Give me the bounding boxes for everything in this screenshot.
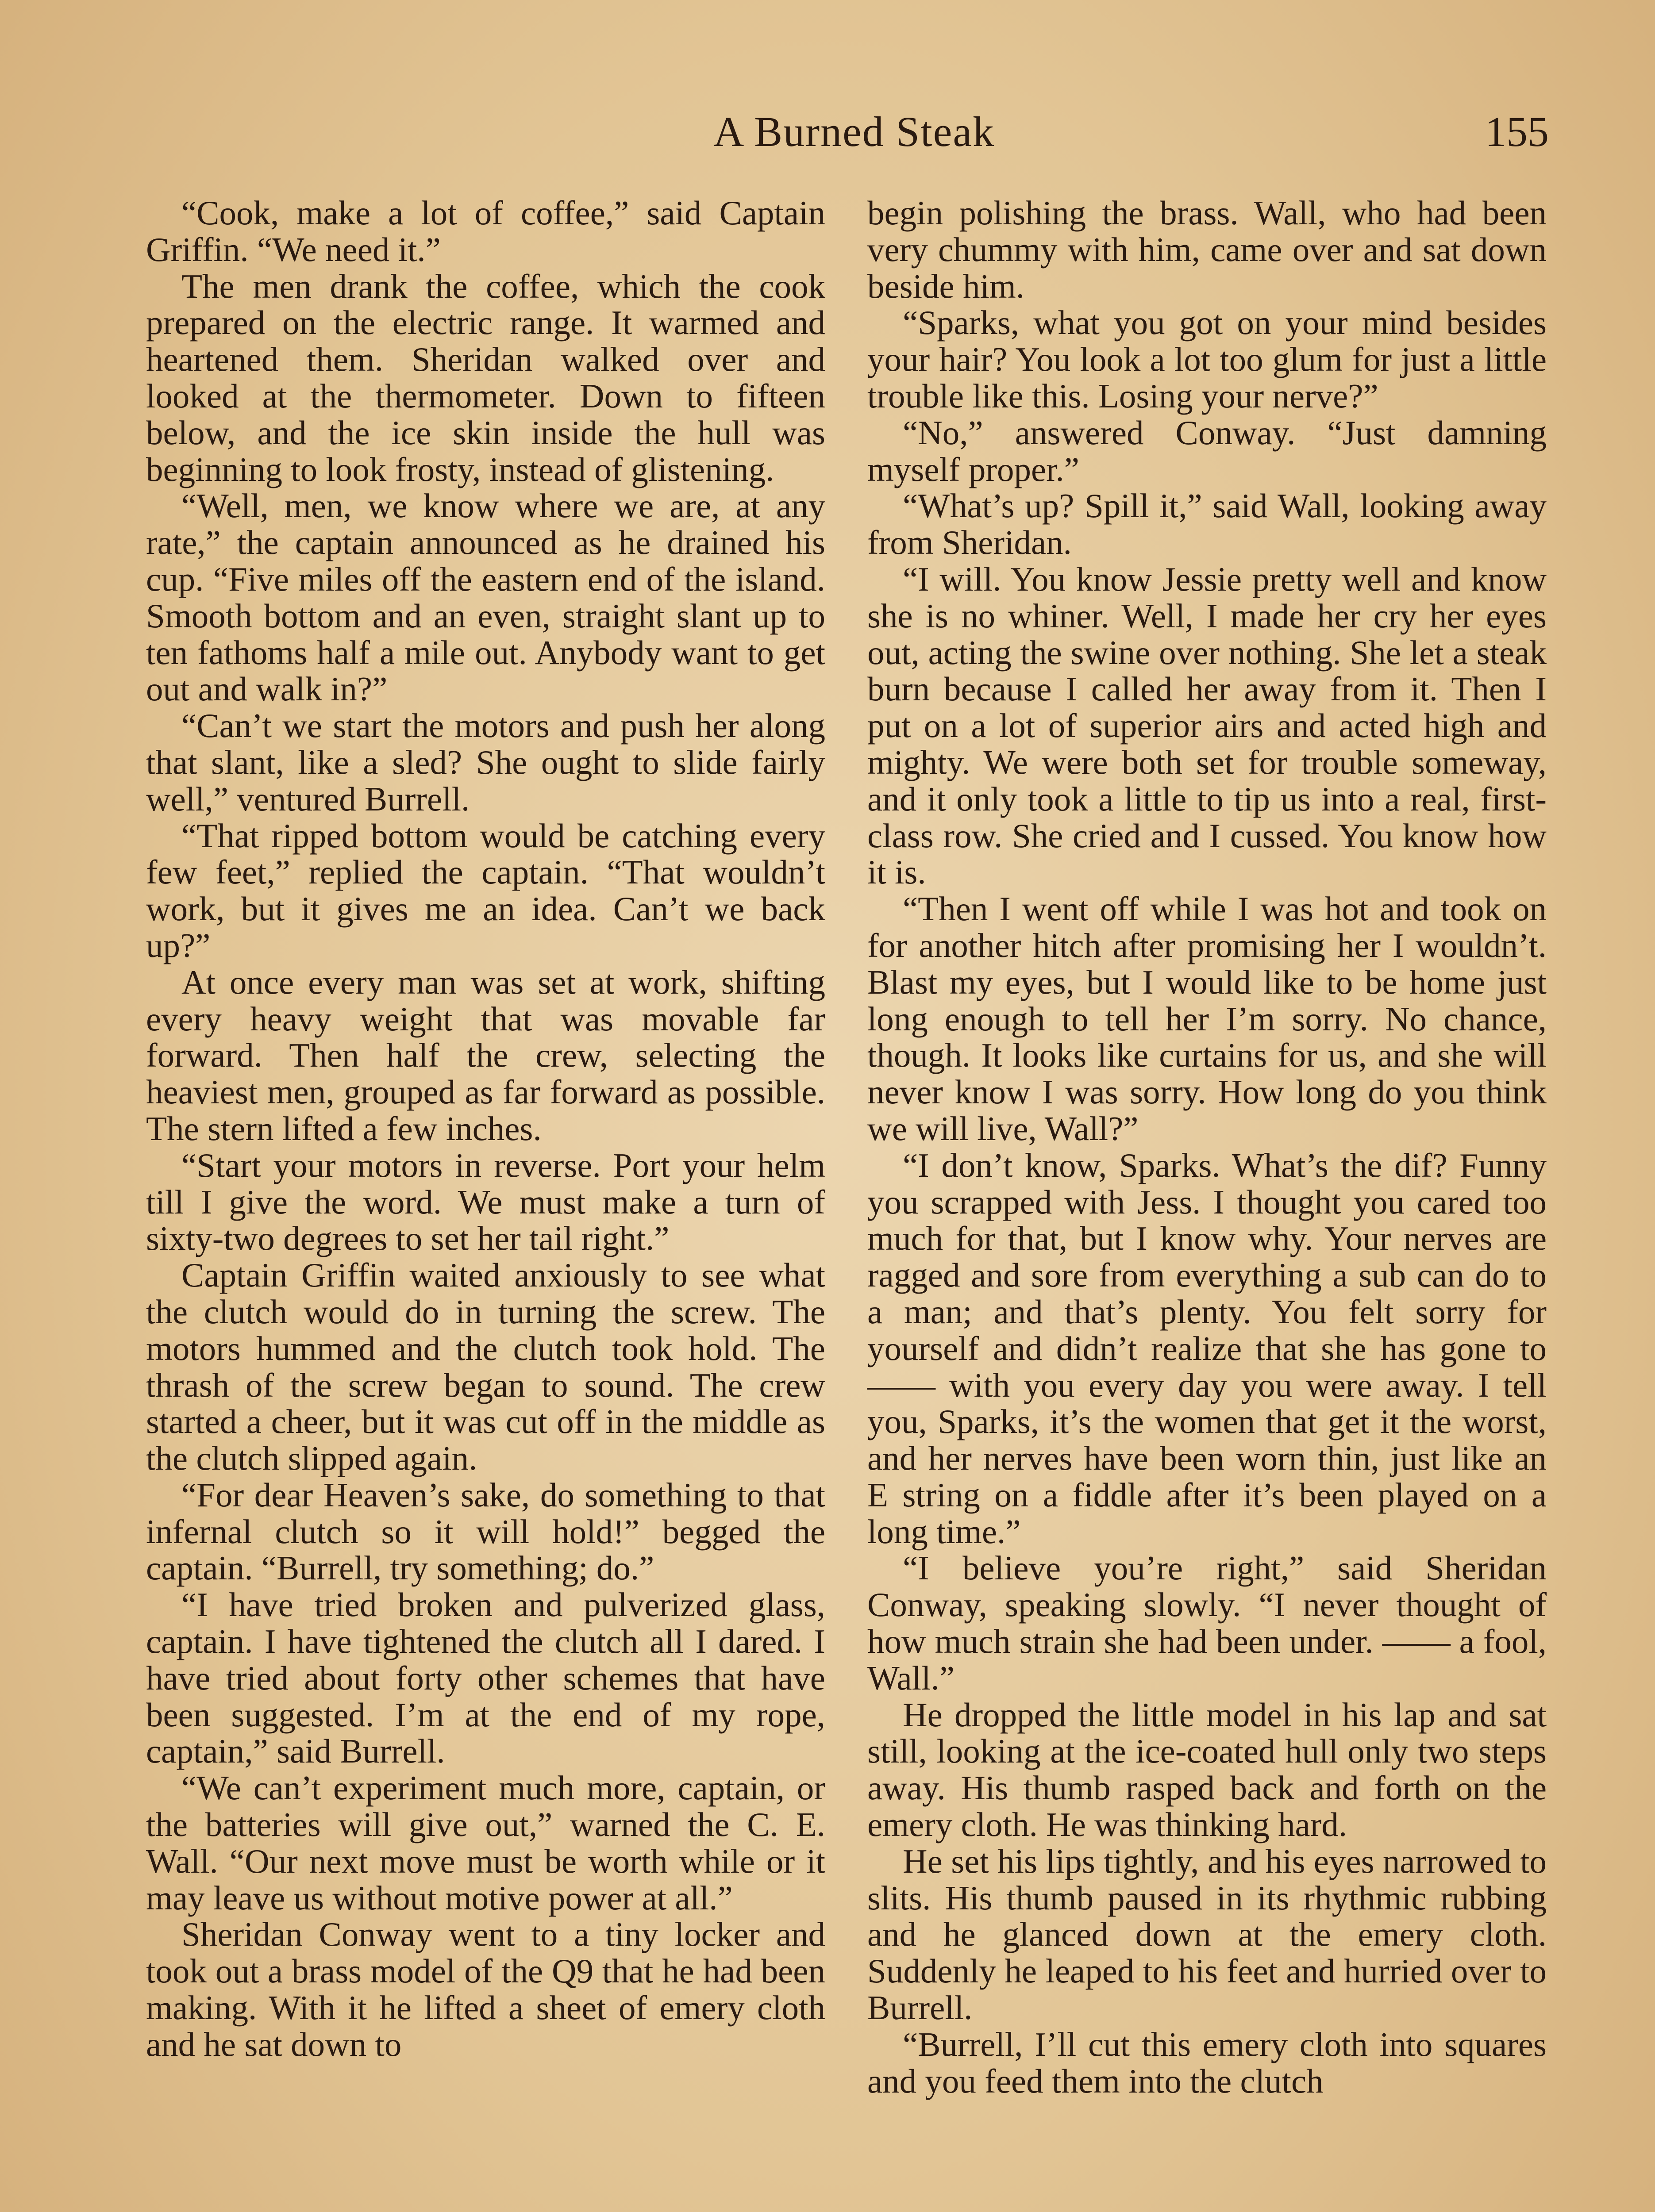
paragraph: “Then I went off while I was hot and took on for another hitch after promising her I wouldn’t. Blast my eyes, but I would like to be home just long enough to tell her I’m sorry. No chance, though. It looks like curtains for us, and she will never know I was sorry. How long do you think we will live, Wall?” — [867, 890, 1547, 1148]
paragraph: “Can’t we start the motors and push her along that slant, like a sled? She ought to slide fairly well,” ventured Burrell. — [146, 707, 825, 818]
left-column — [146, 195, 825, 2063]
paragraph: “We can’t experiment much more, captain, or the batteries will give out,” warned the C. E. Wall. “Our next move must be worth while or it may leave us without motive power at all.” — [146, 1769, 825, 1917]
right-column — [867, 195, 1547, 2099]
paragraph: “I have tried broken and pulverized glass, captain. I have tightened the clutch all I dared. I have tried about forty other schemes that have been suggested. I’m at the end of my rope, captain,” said Burrell. — [146, 1586, 825, 1770]
paragraph: begin polishing the brass. Wall, who had been very chummy with him, came over and sat down beside him. — [867, 194, 1547, 305]
paragraph: “I believe you’re right,” said Sheridan Conway, speaking slowly. “I never thought of how much strain she had been under. —— a fool, Wall.” — [867, 1549, 1547, 1697]
paragraph: “That ripped bottom would be catching every few feet,” replied the captain. “That wouldn’t work, but it gives me an idea. Can’t we back up?” — [146, 816, 825, 964]
running-title: A Burned Steak — [713, 108, 995, 155]
paragraph: The men drank the coffee, which the cook prepared on the electric range. It warmed and heartened them. Sheridan walked over and looked at the thermometer. Down to fifteen below, and the ice skin inside the hull was beginning to look frosty, instead of glistening. — [146, 267, 825, 488]
paragraph: “Well, men, we know where we are, at any rate,” the captain announced as he drained his cup. “Five miles off the eastern end of the island. Smooth bottom and an even, straight slant up to ten fathoms half a mile out. Anybody want to get out and walk in?” — [146, 487, 825, 708]
paragraph: Sheridan Conway went to a tiny locker and took out a brass model of the Q9 that he had been making. With it he lifted a sheet of emery cloth and he sat down to — [146, 1915, 825, 2063]
paragraph: “Start your motors in reverse. Port your helm till I give the word. We must make a turn of sixty-two degrees to set her tail right.” — [146, 1146, 825, 1258]
paragraph: “What’s up? Spill it,” said Wall, looking away from Sheridan. — [867, 487, 1547, 562]
paragraph: He set his lips tightly, and his eyes narrowed to slits. His thumb paused in its rhythmic rubbing and he glanced down at the emery cloth. Suddenly he leaped to his feet and hurried over to Burrell. — [867, 1842, 1547, 2027]
paragraph: “I don’t know, Sparks. What’s the dif? Funny you scrapped with Jess. I thought you cared too much for that, but I know why. Your nerves are ragged and sore from everything a sub can do to a man; and that’s plenty. You felt sorry for yourself and didn’t realize that she has gone to —— with you every day you were away. I tell you, Sparks, it’s the women that get it the worst, and her nerves have been worn thin, just like an E string on a fiddle after it’s been played on a long time.” — [867, 1146, 1547, 1551]
paragraph: “Burrell, I’ll cut this emery cloth into squares and you feed them into the clutch — [867, 2025, 1547, 2100]
paragraph: “Cook, make a lot of coffee,” said Captain Griffin. “We need it.” — [146, 194, 825, 269]
paragraph: “No,” answered Conway. “Just damning myself proper.” — [867, 413, 1547, 488]
page-number: 155 — [1485, 108, 1549, 155]
paragraph: “For dear Heaven’s sake, do something to that infernal clutch so it will hold!” begged the captain. “Burrell, try something; do.” — [146, 1475, 825, 1587]
paragraph: At once every man was set at work, shifting every heavy weight that was movable far forward. Then half the crew, selecting the heaviest men, grouped as far forward as possible. The stern lifted a few inches. — [146, 963, 825, 1148]
paragraph: Captain Griffin waited anxiously to see what the clutch would do in turning the screw. The motors hummed and the clutch took hold. The thrash of the screw began to sound. The crew started a cheer, but it was cut off in the middle as the clutch slipped again. — [146, 1256, 825, 1478]
paragraph: “Sparks, what you got on your mind besides your hair? You look a lot too glum for just a little trouble like this. Losing your nerve?” — [867, 303, 1547, 415]
paragraph: He dropped the little model in his lap and sat still, looking at the ice-coated hull only two steps away. His thumb rasped back and forth on the emery cloth. He was thinking hard. — [867, 1695, 1547, 1844]
paragraph: “I will. You know Jessie pretty well and know she is no whiner. Well, I made her cry her eyes out, acting the swine over nothing. She let a steak burn because I called her away from it. Then I put on a lot of superior airs and acted high and mighty. We were both set for trouble someway, and it only took a little to tip us into a real, first-class row. She cried and I cussed. You know how it is. — [867, 560, 1547, 891]
page-header — [159, 105, 1549, 158]
